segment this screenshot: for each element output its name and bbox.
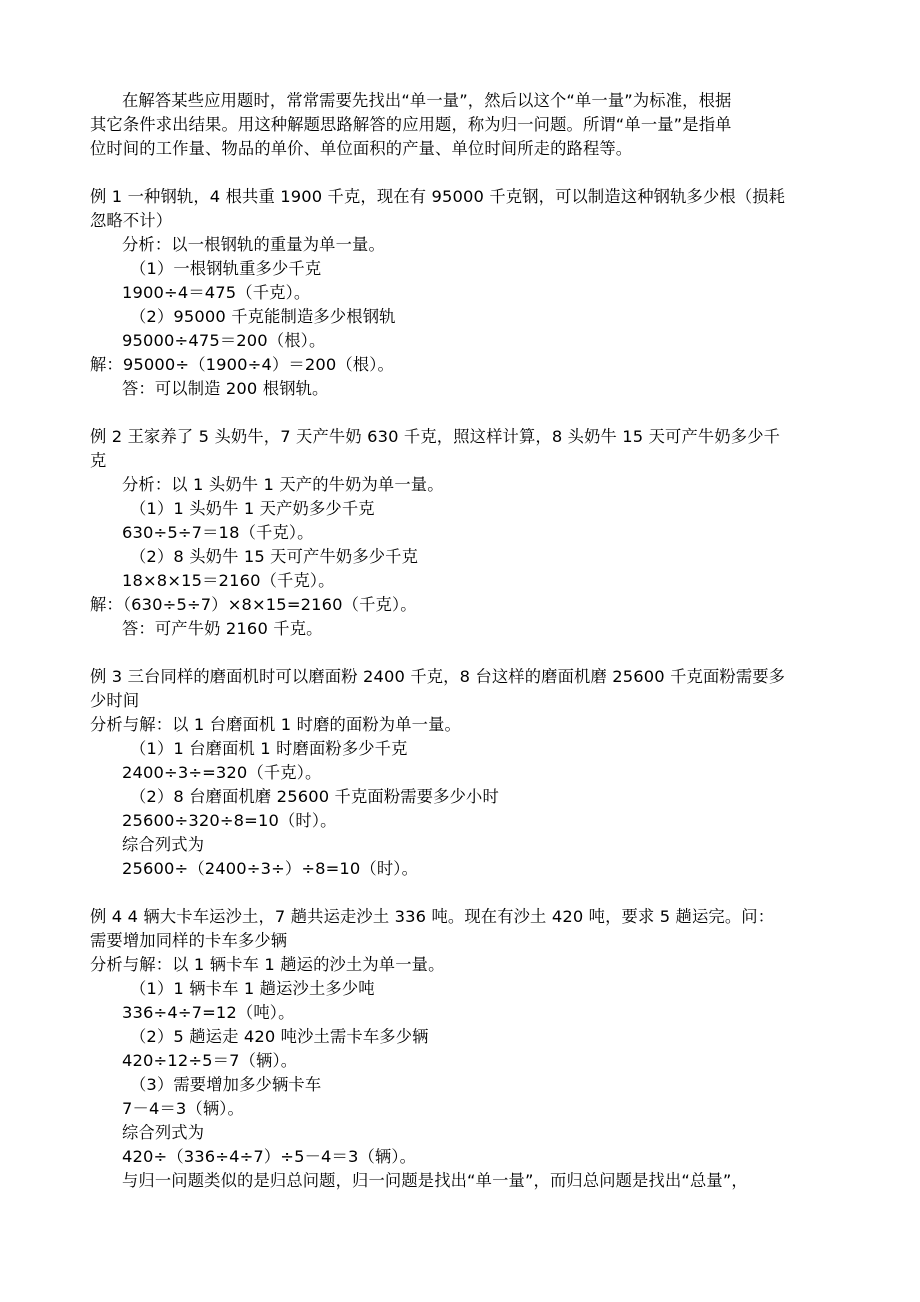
step-question: （1）一根钢轨重多少千克 (130, 259, 322, 278)
step-question: （2）5 趟运走 420 吨沙土需卡车多少辆 (130, 1027, 429, 1046)
analysis-text: 分析与解：以 1 辆卡车 1 趟运的沙土为单一量。 (90, 955, 445, 974)
step-equation: 420÷12÷5＝7（辆）。 (122, 1051, 298, 1070)
step-equation: 1900÷4＝475（千克）。 (122, 283, 311, 302)
step-equation: 630÷5÷7＝18（千克）。 (122, 523, 314, 542)
example-question: 例 3 三台同样的磨面机时可以磨面粉 2400 千克，8 台这样的磨面机磨 25600 千克面粉需要多 (90, 667, 786, 686)
example-question: 忽略不计） (90, 211, 173, 230)
combined-label: 综合列式为 (122, 1123, 205, 1142)
step-equation: 25600÷320÷8=10（时）。 (122, 811, 337, 830)
step-equation: 95000÷475＝200（根）。 (122, 331, 326, 350)
solution-equation: 解：95000÷（1900÷4）＝200（根）。 (90, 355, 394, 374)
paragraph-gap (90, 401, 850, 425)
solution-equation: 解：（630÷5÷7）×8×15=2160（千克）。 (90, 595, 417, 614)
example-1 (90, 185, 850, 401)
step-question: （3）需要增加多少辆卡车 (130, 1075, 322, 1094)
combined-equation: 420÷（336÷4÷7）÷5－4＝3（辆）。 (122, 1147, 417, 1166)
analysis-text: 分析：以 1 头奶牛 1 天产的牛奶为单一量。 (122, 475, 444, 494)
summary-text: 与归一问题类似的是归总问题，归一问题是找出“单一量”，而归总问题是找出“总量”， (122, 1171, 748, 1190)
intro-paragraph (90, 89, 850, 161)
answer-text: 答：可以制造 200 根钢轨。 (122, 379, 329, 398)
paragraph-gap (90, 161, 850, 185)
step-equation: 7－4＝3（辆）。 (122, 1099, 244, 1118)
step-question: （2）8 头奶牛 15 天可产牛奶多少千克 (130, 547, 419, 566)
intro-line: 在解答某些应用题时，常常需要先找出“单一量”，然后以这个“单一量”为标准，根据 (122, 91, 732, 110)
answer-text: 答：可产牛奶 2160 千克。 (122, 619, 323, 638)
example-question: 需要增加同样的卡车多少辆 (90, 931, 288, 950)
paragraph-gap (90, 881, 850, 905)
analysis-text: 分析：以一根钢轨的重量为单一量。 (122, 235, 385, 254)
example-4 (90, 905, 850, 1193)
step-question: （2）95000 千克能制造多少根钢轨 (130, 307, 396, 326)
example-3 (90, 665, 850, 881)
example-question: 例 4 4 辆大卡车运沙土，7 趟共运走沙土 336 吨。现在有沙土 420 吨，要求 5 趟运完。问： (90, 907, 775, 926)
intro-line: 其它条件求出结果。用这种解题思路解答的应用题，称为归一问题。所谓“单一量”是指单 (90, 115, 732, 134)
example-question: 克 (90, 451, 107, 470)
example-question: 少时间 (90, 691, 140, 710)
step-equation: 18×8×15＝2160（千克）。 (122, 571, 335, 590)
step-question: （1）1 台磨面机 1 时磨面粉多少千克 (130, 739, 408, 758)
step-equation: 2400÷3÷=320（千克）。 (122, 763, 322, 782)
step-equation: 336÷4÷7=12（吨）。 (122, 1003, 295, 1022)
example-2 (90, 425, 850, 641)
analysis-text: 分析与解：以 1 台磨面机 1 时磨的面粉为单一量。 (90, 715, 461, 734)
step-question: （1）1 辆卡车 1 趟运沙土多少吨 (130, 979, 375, 998)
combined-label: 综合列式为 (122, 835, 205, 854)
step-question: （2）8 台磨面机磨 25600 千克面粉需要多少小时 (130, 787, 499, 806)
document-page (90, 89, 850, 1193)
example-question: 例 2 王家养了 5 头奶牛，7 天产牛奶 630 千克，照这样计算，8 头奶牛 15 天可产牛奶多少千 (90, 427, 781, 446)
step-question: （1）1 头奶牛 1 天产奶多少千克 (130, 499, 375, 518)
intro-line: 位时间的工作量、物品的单价、单位面积的产量、单位时间所走的路程等。 (90, 139, 633, 158)
paragraph-gap (90, 641, 850, 665)
combined-equation: 25600÷（2400÷3÷）÷8=10（时）。 (122, 859, 419, 878)
example-question: 例 1 一种钢轨，4 根共重 1900 千克，现在有 95000 千克钢，可以制造这种钢轨多少根（损耗 (90, 187, 786, 206)
